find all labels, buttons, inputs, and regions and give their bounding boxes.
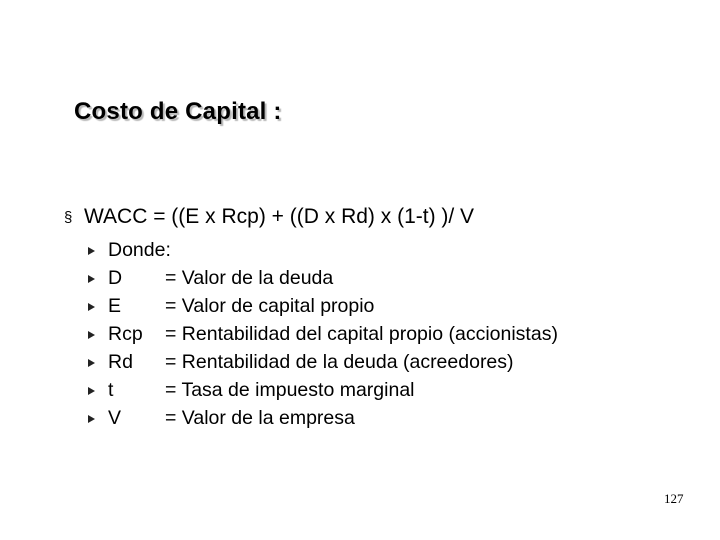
definition-meaning: = Valor de la empresa [165, 406, 355, 429]
list-item-definition [88, 264, 558, 292]
list-item-definition [88, 292, 558, 320]
square-bullet-icon [64, 211, 74, 224]
definition-meaning: = Rentabilidad del capital propio (accionistas) [165, 322, 558, 345]
arrow-bullet-icon [88, 247, 95, 255]
arrow-bullet-icon [88, 275, 95, 283]
donde-label: Donde: [108, 238, 171, 261]
list-item-definition [88, 348, 558, 376]
arrow-bullet-icon [88, 415, 95, 423]
definition-symbol: Rd [108, 350, 133, 373]
formula-bullet [64, 205, 474, 229]
definition-symbol: E [108, 294, 122, 317]
definition-meaning: = Tasa de impuesto marginal [165, 378, 415, 401]
definition-meaning: = Valor de la deuda [165, 266, 334, 289]
list-item-definition [88, 320, 558, 348]
definition-meaning: = Valor de capital propio [165, 294, 375, 317]
definition-list [88, 236, 558, 432]
arrow-bullet-icon [88, 303, 95, 311]
definition-symbol: V [108, 406, 122, 429]
list-item-definition [88, 376, 558, 404]
wacc-formula: WACC = ((E x Rcp) + ((D x Rd) x (1-t) )/ V [84, 205, 475, 228]
arrow-bullet-icon [88, 331, 95, 339]
definition-symbol: D [108, 266, 123, 289]
definition-symbol: Rcp [108, 322, 143, 345]
definition-symbol: t [108, 378, 114, 401]
arrow-bullet-icon [88, 387, 95, 395]
arrow-bullet-icon [88, 359, 95, 367]
list-item-definition [88, 404, 558, 432]
list-item-donde [88, 236, 558, 264]
page-number: 127 [664, 491, 684, 506]
slide-title: Costo de Capital : [74, 98, 282, 125]
definition-meaning: = Rentabilidad de la deuda (acreedores) [165, 350, 514, 373]
